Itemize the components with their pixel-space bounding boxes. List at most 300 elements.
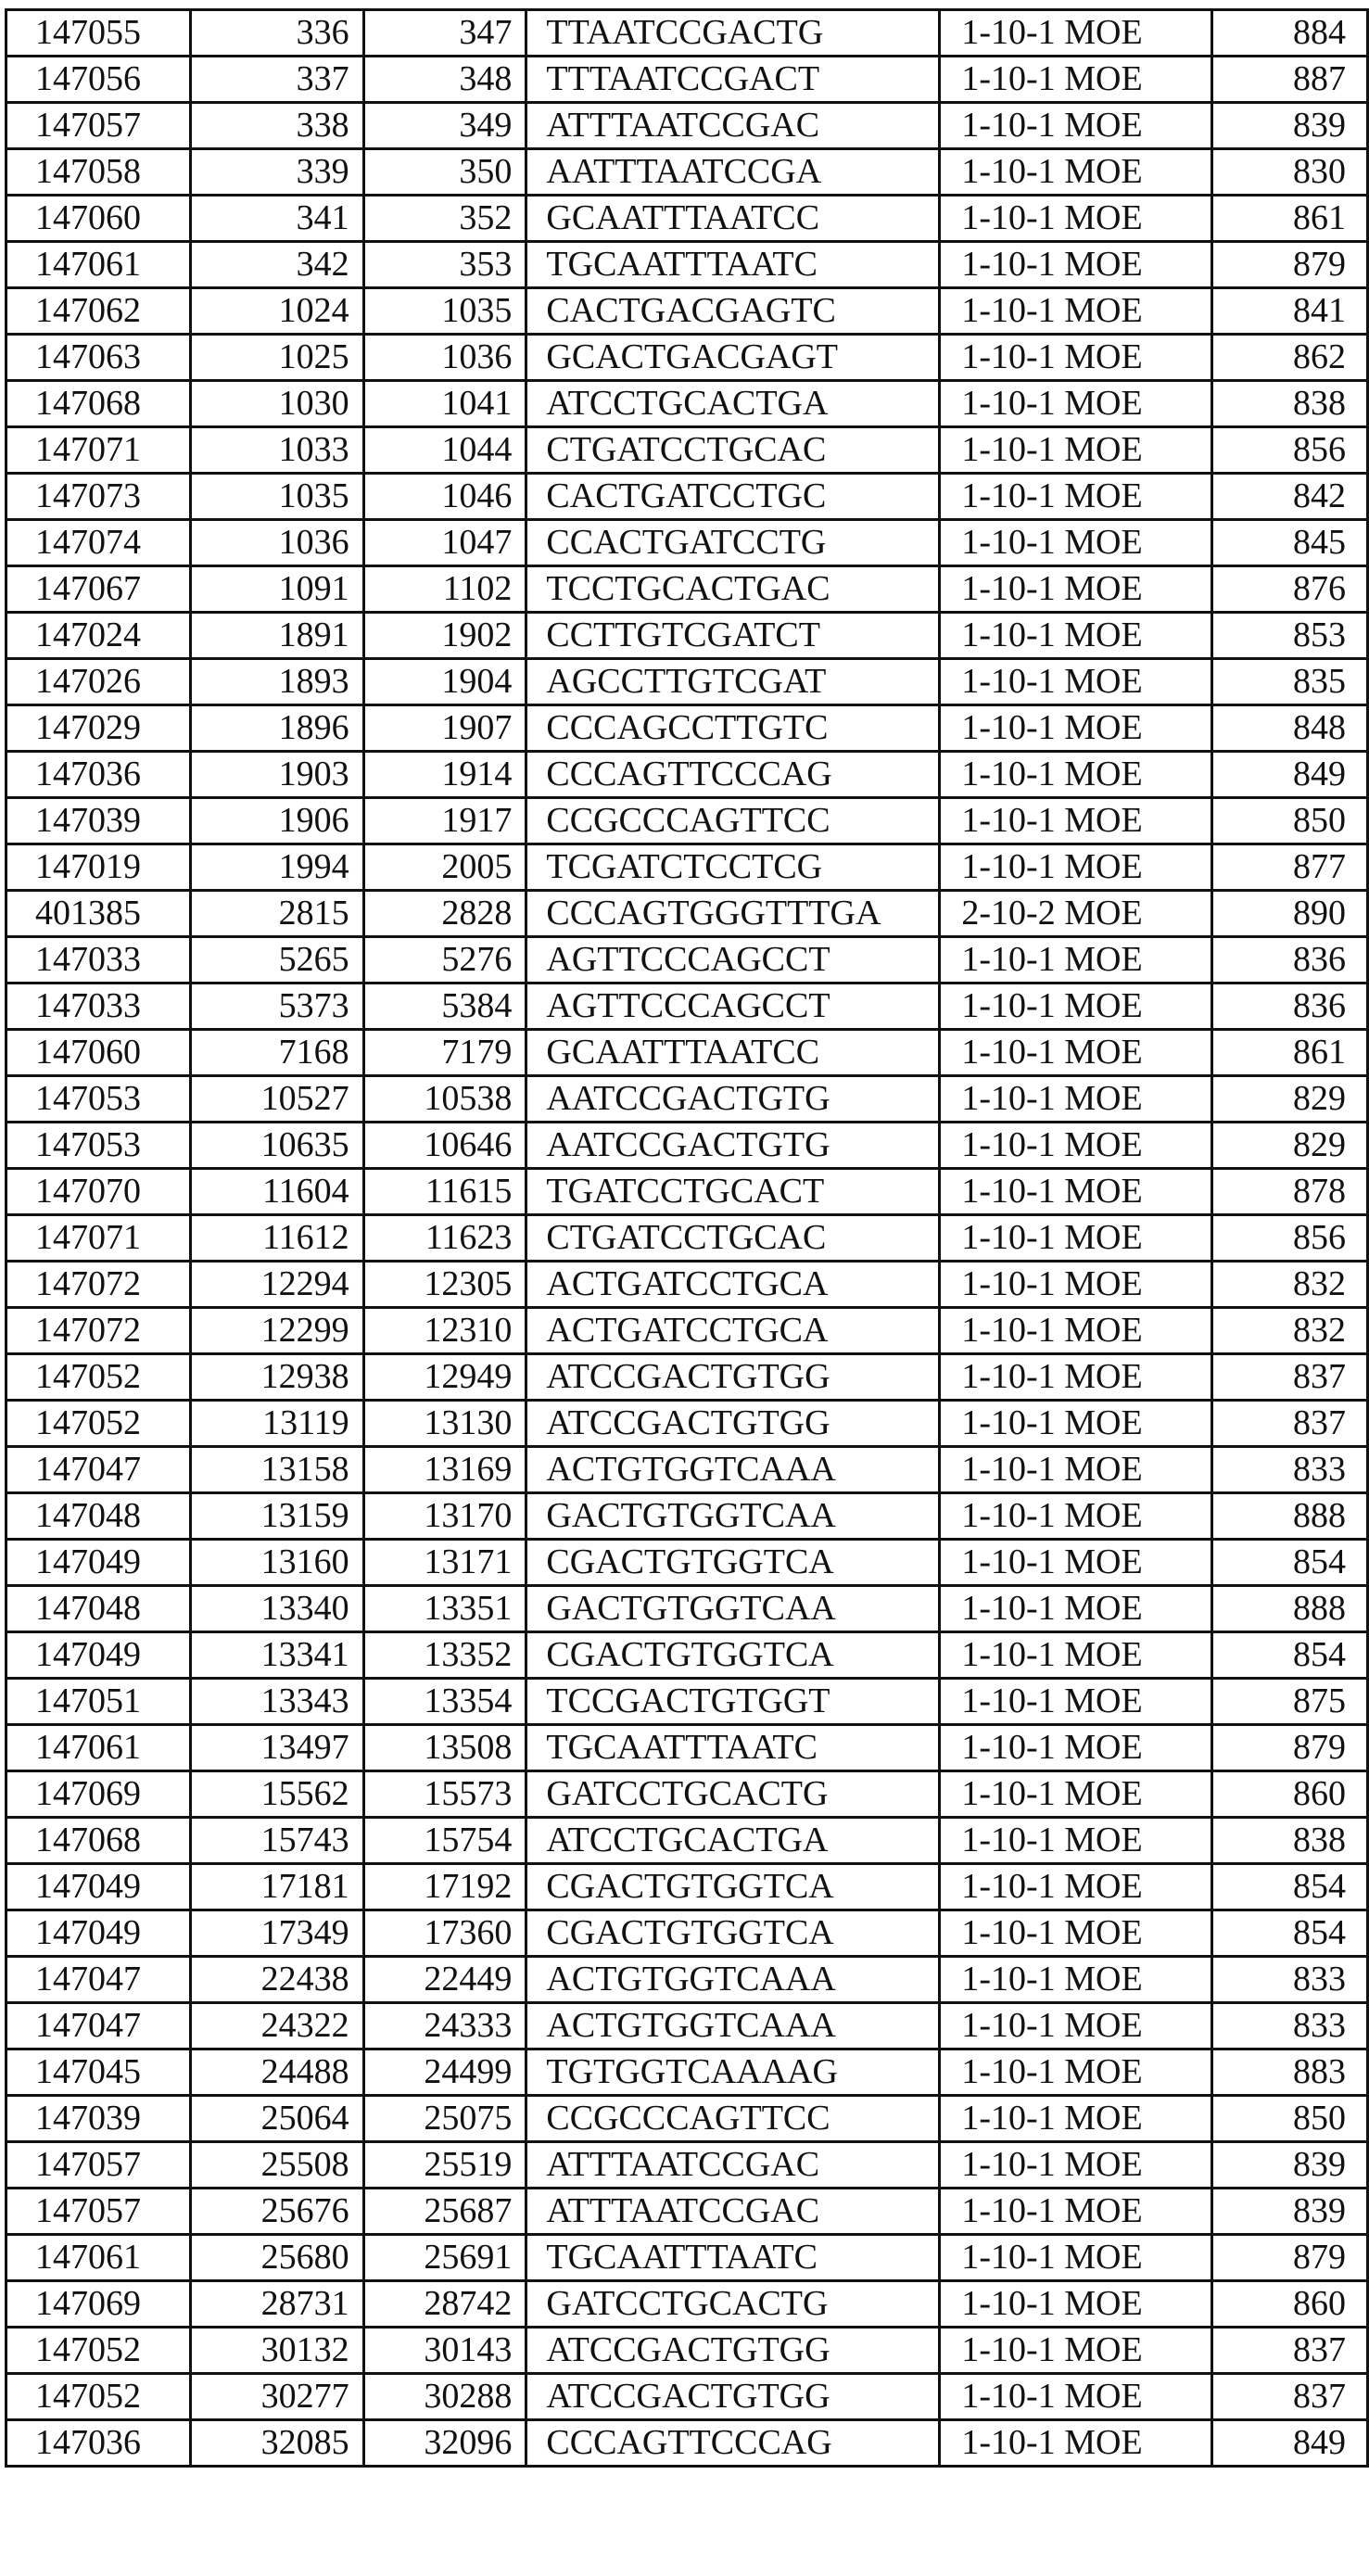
sequence-cell: ACTGTGGTCAAA — [526, 1447, 940, 1493]
chemistry-cell: 1-10-1 MOE — [940, 1215, 1212, 1262]
sequence-cell: ATCCGACTGTGG — [526, 2328, 940, 2374]
sequence-cell: TGCAATTTAATC — [526, 242, 940, 288]
sequence-cell: CGACTGTGGTCA — [526, 1864, 940, 1910]
sequence-cell: TCCGACTGTGGT — [526, 1679, 940, 1725]
isis-number-cell: 147057 — [6, 103, 191, 149]
isis-number-cell: 147039 — [6, 2096, 191, 2142]
table-row — [6, 1076, 1368, 1123]
seq-id-cell: 848 — [1211, 705, 1367, 752]
seq-id-cell: 845 — [1211, 520, 1367, 566]
isis-number-cell: 147071 — [6, 427, 191, 474]
stop-site-cell: 25687 — [363, 2189, 526, 2235]
seq-id-cell: 835 — [1211, 659, 1367, 705]
start-site-cell: 28731 — [191, 2281, 363, 2328]
chemistry-cell: 1-10-1 MOE — [940, 2374, 1212, 2420]
chemistry-cell: 1-10-1 MOE — [940, 1493, 1212, 1540]
chemistry-cell: 1-10-1 MOE — [940, 474, 1212, 520]
start-site-cell: 12294 — [191, 1262, 363, 1308]
table-row — [6, 2142, 1368, 2189]
chemistry-cell: 1-10-1 MOE — [940, 1818, 1212, 1864]
isis-number-cell: 147051 — [6, 1679, 191, 1725]
chemistry-cell: 1-10-1 MOE — [940, 335, 1212, 381]
table-row — [6, 566, 1368, 613]
stop-site-cell: 13171 — [363, 1540, 526, 1586]
start-site-cell: 11612 — [191, 1215, 363, 1262]
sequence-cell: TGATCCTGCACT — [526, 1169, 940, 1215]
sequence-cell: GATCCTGCACTG — [526, 2281, 940, 2328]
start-site-cell: 10635 — [191, 1123, 363, 1169]
stop-site-cell: 1102 — [363, 566, 526, 613]
table-row — [6, 288, 1368, 335]
sequence-cell: TGTGGTCAAAAG — [526, 2049, 940, 2096]
start-site-cell: 336 — [191, 10, 363, 57]
seq-id-cell: 838 — [1211, 1818, 1367, 1864]
table-row — [6, 659, 1368, 705]
start-site-cell: 12938 — [191, 1354, 363, 1401]
stop-site-cell: 353 — [363, 242, 526, 288]
stop-site-cell: 17192 — [363, 1864, 526, 1910]
sequence-cell: CTGATCCTGCAC — [526, 427, 940, 474]
start-site-cell: 24322 — [191, 2003, 363, 2049]
isis-number-cell: 147049 — [6, 1910, 191, 1957]
table-row — [6, 844, 1368, 891]
seq-id-cell: 861 — [1211, 1030, 1367, 1076]
start-site-cell: 338 — [191, 103, 363, 149]
stop-site-cell: 25691 — [363, 2235, 526, 2281]
table-row — [6, 474, 1368, 520]
chemistry-cell: 1-10-1 MOE — [940, 103, 1212, 149]
seq-id-cell: 884 — [1211, 10, 1367, 57]
stop-site-cell: 25519 — [363, 2142, 526, 2189]
isis-number-cell: 147019 — [6, 844, 191, 891]
table-row — [6, 2281, 1368, 2328]
seq-id-cell: 878 — [1211, 1169, 1367, 1215]
stop-site-cell: 7179 — [363, 1030, 526, 1076]
seq-id-cell: 854 — [1211, 1864, 1367, 1910]
table-row — [6, 798, 1368, 844]
stop-site-cell: 10646 — [363, 1123, 526, 1169]
stop-site-cell: 25075 — [363, 2096, 526, 2142]
sequence-cell: CGACTGTGGTCA — [526, 1540, 940, 1586]
chemistry-cell: 1-10-1 MOE — [940, 520, 1212, 566]
start-site-cell: 13497 — [191, 1725, 363, 1771]
stop-site-cell: 13170 — [363, 1493, 526, 1540]
start-site-cell: 13160 — [191, 1540, 363, 1586]
sequence-cell: ACTGATCCTGCA — [526, 1262, 940, 1308]
isis-number-cell: 147049 — [6, 1864, 191, 1910]
isis-number-cell: 147053 — [6, 1076, 191, 1123]
seq-id-cell: 836 — [1211, 937, 1367, 983]
chemistry-cell: 1-10-1 MOE — [940, 659, 1212, 705]
table-row — [6, 937, 1368, 983]
sequence-cell: TCGATCTCCTCG — [526, 844, 940, 891]
start-site-cell: 342 — [191, 242, 363, 288]
sequence-cell: ATTTAATCCGAC — [526, 2189, 940, 2235]
seq-id-cell: 832 — [1211, 1308, 1367, 1354]
table-row — [6, 983, 1368, 1030]
sequence-cell: GCAATTTAATCC — [526, 196, 940, 242]
isis-number-cell: 147053 — [6, 1123, 191, 1169]
seq-id-cell: 854 — [1211, 1910, 1367, 1957]
sequence-cell: CGACTGTGGTCA — [526, 1910, 940, 1957]
sequence-cell: GCAATTTAATCC — [526, 1030, 940, 1076]
chemistry-cell: 1-10-1 MOE — [940, 937, 1212, 983]
isis-number-cell: 147072 — [6, 1262, 191, 1308]
seq-id-cell: 860 — [1211, 1771, 1367, 1818]
table-row — [6, 335, 1368, 381]
isis-number-cell: 147052 — [6, 2374, 191, 2420]
seq-id-cell: 839 — [1211, 2142, 1367, 2189]
oligonucleotide-table — [5, 8, 1369, 2468]
table-row — [6, 1123, 1368, 1169]
stop-site-cell: 13351 — [363, 1586, 526, 1632]
start-site-cell: 30277 — [191, 2374, 363, 2420]
table-row — [6, 1401, 1368, 1447]
stop-site-cell: 30143 — [363, 2328, 526, 2374]
table-row — [6, 2049, 1368, 2096]
sequence-cell: AGTTCCCAGCCT — [526, 983, 940, 1030]
stop-site-cell: 12949 — [363, 1354, 526, 1401]
sequence-cell: ATCCGACTGTGG — [526, 1401, 940, 1447]
table-row — [6, 2096, 1368, 2142]
start-site-cell: 17181 — [191, 1864, 363, 1910]
stop-site-cell: 1044 — [363, 427, 526, 474]
chemistry-cell: 1-10-1 MOE — [940, 2281, 1212, 2328]
isis-number-cell: 147057 — [6, 2189, 191, 2235]
seq-id-cell: 877 — [1211, 844, 1367, 891]
table-row — [6, 103, 1368, 149]
sequence-cell: TGCAATTTAATC — [526, 1725, 940, 1771]
table-row — [6, 1957, 1368, 2003]
sequence-cell: CACTGATCCTGC — [526, 474, 940, 520]
table-row — [6, 705, 1368, 752]
start-site-cell: 2815 — [191, 891, 363, 937]
sequence-cell: TGCAATTTAATC — [526, 2235, 940, 2281]
isis-number-cell: 147073 — [6, 474, 191, 520]
stop-site-cell: 17360 — [363, 1910, 526, 1957]
isis-number-cell: 147045 — [6, 2049, 191, 2096]
stop-site-cell: 22449 — [363, 1957, 526, 2003]
chemistry-cell: 1-10-1 MOE — [940, 1771, 1212, 1818]
seq-id-cell: 861 — [1211, 196, 1367, 242]
sequence-cell: AATCCGACTGTG — [526, 1123, 940, 1169]
isis-number-cell: 147029 — [6, 705, 191, 752]
sequence-cell: CCCAGTTCCCAG — [526, 752, 940, 798]
isis-number-cell: 147052 — [6, 1354, 191, 1401]
seq-id-cell: 839 — [1211, 103, 1367, 149]
table-row — [6, 1818, 1368, 1864]
table-row — [6, 1447, 1368, 1493]
sequence-cell: ATCCGACTGTGG — [526, 1354, 940, 1401]
start-site-cell: 32085 — [191, 2420, 363, 2467]
sequence-cell: TTTAATCCGACT — [526, 57, 940, 103]
table-row — [6, 752, 1368, 798]
start-site-cell: 339 — [191, 149, 363, 196]
table-row — [6, 2328, 1368, 2374]
stop-site-cell: 5276 — [363, 937, 526, 983]
table-row — [6, 2235, 1368, 2281]
chemistry-cell: 1-10-1 MOE — [940, 1957, 1212, 2003]
chemistry-cell: 1-10-1 MOE — [940, 1447, 1212, 1493]
chemistry-cell: 1-10-1 MOE — [940, 1910, 1212, 1957]
seq-id-cell: 839 — [1211, 2189, 1367, 2235]
isis-number-cell: 147052 — [6, 2328, 191, 2374]
stop-site-cell: 5384 — [363, 983, 526, 1030]
seq-id-cell: 829 — [1211, 1123, 1367, 1169]
stop-site-cell: 13508 — [363, 1725, 526, 1771]
chemistry-cell: 1-10-1 MOE — [940, 1679, 1212, 1725]
stop-site-cell: 1907 — [363, 705, 526, 752]
sequence-cell: AATCCGACTGTG — [526, 1076, 940, 1123]
start-site-cell: 22438 — [191, 1957, 363, 2003]
isis-number-cell: 147069 — [6, 1771, 191, 1818]
isis-number-cell: 147061 — [6, 1725, 191, 1771]
isis-number-cell: 147069 — [6, 2281, 191, 2328]
seq-id-cell: 849 — [1211, 752, 1367, 798]
sequence-cell: GACTGTGGTCAA — [526, 1586, 940, 1632]
sequence-cell: CCTTGTCGATCT — [526, 613, 940, 659]
start-site-cell: 1994 — [191, 844, 363, 891]
seq-id-cell: 837 — [1211, 1401, 1367, 1447]
start-site-cell: 13341 — [191, 1632, 363, 1679]
table-row — [6, 1771, 1368, 1818]
sequence-cell: CCCAGTGGGTTTGA — [526, 891, 940, 937]
seq-id-cell: 879 — [1211, 242, 1367, 288]
table-row — [6, 613, 1368, 659]
seq-id-cell: 887 — [1211, 57, 1367, 103]
table-row — [6, 1586, 1368, 1632]
sequence-cell: ATTTAATCCGAC — [526, 103, 940, 149]
start-site-cell: 1030 — [191, 381, 363, 427]
table-row — [6, 1540, 1368, 1586]
start-site-cell: 30132 — [191, 2328, 363, 2374]
seq-id-cell: 849 — [1211, 2420, 1367, 2467]
stop-site-cell: 1036 — [363, 335, 526, 381]
seq-id-cell: 854 — [1211, 1632, 1367, 1679]
stop-site-cell: 10538 — [363, 1076, 526, 1123]
sequence-cell: ATCCTGCACTGA — [526, 381, 940, 427]
isis-number-cell: 401385 — [6, 891, 191, 937]
seq-id-cell: 837 — [1211, 1354, 1367, 1401]
seq-id-cell: 838 — [1211, 381, 1367, 427]
sequence-cell: ATCCTGCACTGA — [526, 1818, 940, 1864]
table-row — [6, 1030, 1368, 1076]
isis-number-cell: 147036 — [6, 752, 191, 798]
sequence-cell: ATCCGACTGTGG — [526, 2374, 940, 2420]
isis-number-cell: 147057 — [6, 2142, 191, 2189]
sequence-cell: CCGCCCAGTTCC — [526, 2096, 940, 2142]
start-site-cell: 10527 — [191, 1076, 363, 1123]
seq-id-cell: 829 — [1211, 1076, 1367, 1123]
sequence-cell: CACTGACGAGTC — [526, 288, 940, 335]
table-row — [6, 1679, 1368, 1725]
chemistry-cell: 1-10-1 MOE — [940, 57, 1212, 103]
start-site-cell: 11604 — [191, 1169, 363, 1215]
stop-site-cell: 12310 — [363, 1308, 526, 1354]
stop-site-cell: 15754 — [363, 1818, 526, 1864]
sequence-cell: TTAATCCGACTG — [526, 10, 940, 57]
table-row — [6, 1262, 1368, 1308]
stop-site-cell: 24333 — [363, 2003, 526, 2049]
sequence-cell: AGCCTTGTCGAT — [526, 659, 940, 705]
isis-number-cell: 147061 — [6, 242, 191, 288]
stop-site-cell: 352 — [363, 196, 526, 242]
isis-number-cell: 147072 — [6, 1308, 191, 1354]
chemistry-cell: 1-10-1 MOE — [940, 844, 1212, 891]
start-site-cell: 337 — [191, 57, 363, 103]
isis-number-cell: 147068 — [6, 381, 191, 427]
isis-number-cell: 147058 — [6, 149, 191, 196]
chemistry-cell: 1-10-1 MOE — [940, 1725, 1212, 1771]
seq-id-cell: 879 — [1211, 2235, 1367, 2281]
chemistry-cell: 1-10-1 MOE — [940, 1030, 1212, 1076]
stop-site-cell: 1047 — [363, 520, 526, 566]
stop-site-cell: 12305 — [363, 1262, 526, 1308]
seq-id-cell: 841 — [1211, 288, 1367, 335]
seq-id-cell: 854 — [1211, 1540, 1367, 1586]
start-site-cell: 25680 — [191, 2235, 363, 2281]
seq-id-cell: 836 — [1211, 983, 1367, 1030]
seq-id-cell: 862 — [1211, 335, 1367, 381]
chemistry-cell: 1-10-1 MOE — [940, 2049, 1212, 2096]
chemistry-cell: 1-10-1 MOE — [940, 149, 1212, 196]
stop-site-cell: 11623 — [363, 1215, 526, 1262]
chemistry-cell: 1-10-1 MOE — [940, 566, 1212, 613]
stop-site-cell: 348 — [363, 57, 526, 103]
chemistry-cell: 1-10-1 MOE — [940, 2328, 1212, 2374]
isis-number-cell: 147024 — [6, 613, 191, 659]
isis-number-cell: 147056 — [6, 57, 191, 103]
sequence-cell: GATCCTGCACTG — [526, 1771, 940, 1818]
sequence-cell: ACTGATCCTGCA — [526, 1308, 940, 1354]
chemistry-cell: 1-10-1 MOE — [940, 2235, 1212, 2281]
sequence-cell: ACTGTGGTCAAA — [526, 2003, 940, 2049]
table-row — [6, 427, 1368, 474]
start-site-cell: 1025 — [191, 335, 363, 381]
chemistry-cell: 1-10-1 MOE — [940, 1123, 1212, 1169]
start-site-cell: 13159 — [191, 1493, 363, 1540]
chemistry-cell: 1-10-1 MOE — [940, 2420, 1212, 2467]
stop-site-cell: 30288 — [363, 2374, 526, 2420]
table-row — [6, 149, 1368, 196]
isis-number-cell: 147048 — [6, 1493, 191, 1540]
isis-number-cell: 147048 — [6, 1586, 191, 1632]
chemistry-cell: 1-10-1 MOE — [940, 1540, 1212, 1586]
sequence-cell: GCACTGACGAGT — [526, 335, 940, 381]
chemistry-cell: 1-10-1 MOE — [940, 2003, 1212, 2049]
start-site-cell: 1903 — [191, 752, 363, 798]
stop-site-cell: 15573 — [363, 1771, 526, 1818]
table-row — [6, 1215, 1368, 1262]
chemistry-cell: 1-10-1 MOE — [940, 2189, 1212, 2235]
isis-number-cell: 147060 — [6, 1030, 191, 1076]
stop-site-cell: 1902 — [363, 613, 526, 659]
chemistry-cell: 1-10-1 MOE — [940, 752, 1212, 798]
table-row — [6, 2420, 1368, 2467]
table-row — [6, 1910, 1368, 1957]
table-row — [6, 1354, 1368, 1401]
chemistry-cell: 1-10-1 MOE — [940, 242, 1212, 288]
start-site-cell: 1906 — [191, 798, 363, 844]
isis-number-cell: 147047 — [6, 1957, 191, 2003]
seq-id-cell: 856 — [1211, 427, 1367, 474]
start-site-cell: 13343 — [191, 1679, 363, 1725]
sequence-cell: CCCAGCCTTGTC — [526, 705, 940, 752]
seq-id-cell: 837 — [1211, 2374, 1367, 2420]
seq-id-cell: 883 — [1211, 2049, 1367, 2096]
chemistry-cell: 1-10-1 MOE — [940, 1308, 1212, 1354]
start-site-cell: 25508 — [191, 2142, 363, 2189]
isis-number-cell: 147061 — [6, 2235, 191, 2281]
chemistry-cell: 1-10-1 MOE — [940, 1169, 1212, 1215]
seq-id-cell: 830 — [1211, 149, 1367, 196]
chemistry-cell: 1-10-1 MOE — [940, 1401, 1212, 1447]
chemistry-cell: 1-10-1 MOE — [940, 288, 1212, 335]
isis-number-cell: 147074 — [6, 520, 191, 566]
seq-id-cell: 853 — [1211, 613, 1367, 659]
table-row — [6, 891, 1368, 937]
table-row — [6, 2003, 1368, 2049]
table-body — [6, 10, 1368, 2467]
start-site-cell: 5265 — [191, 937, 363, 983]
stop-site-cell: 1904 — [363, 659, 526, 705]
table-row — [6, 520, 1368, 566]
seq-id-cell: 888 — [1211, 1586, 1367, 1632]
seq-id-cell: 842 — [1211, 474, 1367, 520]
table-row — [6, 1308, 1368, 1354]
start-site-cell: 1033 — [191, 427, 363, 474]
sequence-cell: CCCAGTTCCCAG — [526, 2420, 940, 2467]
chemistry-cell: 1-10-1 MOE — [940, 2142, 1212, 2189]
stop-site-cell: 1041 — [363, 381, 526, 427]
chemistry-cell: 1-10-1 MOE — [940, 196, 1212, 242]
stop-site-cell: 32096 — [363, 2420, 526, 2467]
table-row — [6, 381, 1368, 427]
chemistry-cell: 1-10-1 MOE — [940, 613, 1212, 659]
table-row — [6, 242, 1368, 288]
start-site-cell: 7168 — [191, 1030, 363, 1076]
chemistry-cell: 1-10-1 MOE — [940, 1262, 1212, 1308]
isis-number-cell: 147033 — [6, 983, 191, 1030]
stop-site-cell: 13130 — [363, 1401, 526, 1447]
start-site-cell: 13340 — [191, 1586, 363, 1632]
table-row — [6, 1493, 1368, 1540]
start-site-cell: 5373 — [191, 983, 363, 1030]
stop-site-cell: 13352 — [363, 1632, 526, 1679]
isis-number-cell: 147036 — [6, 2420, 191, 2467]
seq-id-cell: 879 — [1211, 1725, 1367, 1771]
table-row — [6, 10, 1368, 57]
isis-number-cell: 147068 — [6, 1818, 191, 1864]
seq-id-cell: 850 — [1211, 2096, 1367, 2142]
chemistry-cell: 1-10-1 MOE — [940, 1076, 1212, 1123]
sequence-cell: ACTGTGGTCAAA — [526, 1957, 940, 2003]
stop-site-cell: 11615 — [363, 1169, 526, 1215]
table-row — [6, 196, 1368, 242]
isis-number-cell: 147026 — [6, 659, 191, 705]
start-site-cell: 1891 — [191, 613, 363, 659]
start-site-cell: 341 — [191, 196, 363, 242]
start-site-cell: 15562 — [191, 1771, 363, 1818]
table-row — [6, 1169, 1368, 1215]
start-site-cell: 24488 — [191, 2049, 363, 2096]
sequence-cell: CGACTGTGGTCA — [526, 1632, 940, 1679]
chemistry-cell: 1-10-1 MOE — [940, 798, 1212, 844]
sequence-cell: AATTTAATCCGA — [526, 149, 940, 196]
isis-number-cell: 147047 — [6, 1447, 191, 1493]
sequence-cell: AGTTCCCAGCCT — [526, 937, 940, 983]
isis-number-cell: 147049 — [6, 1632, 191, 1679]
